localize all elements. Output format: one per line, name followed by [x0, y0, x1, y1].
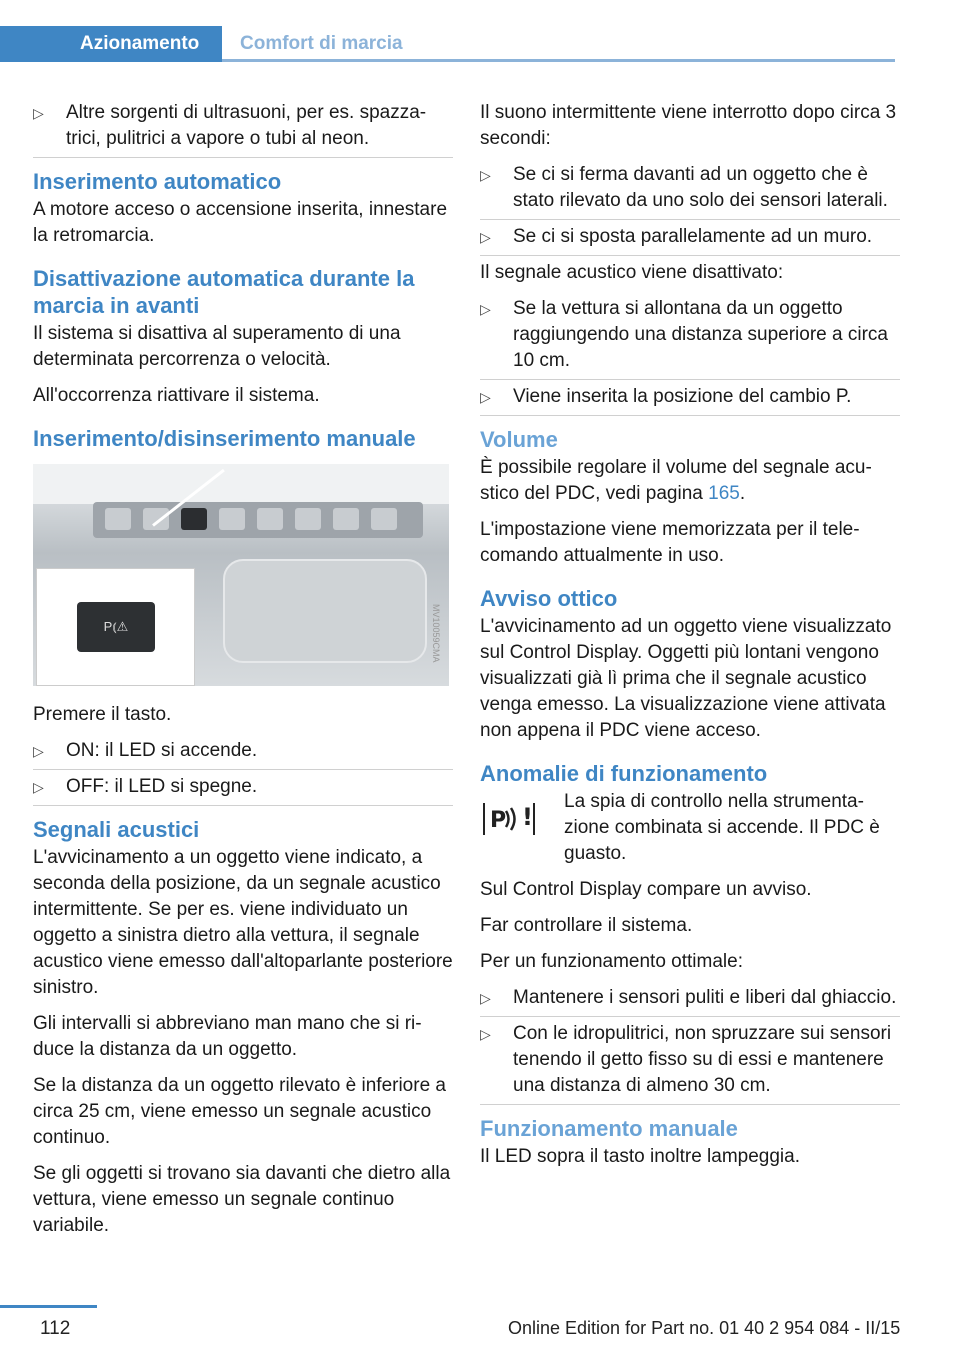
section-anomalie — [480, 760, 900, 1099]
bullet-list — [33, 738, 453, 800]
edition-footer: Online Edition for Part no. 01 40 2 954 084 - II/15 — [508, 1318, 901, 1338]
list-item: ▷ Se la vettura si allontana da un oggetto raggiungendo una distanza superiore a circa 10 cm. — [480, 296, 900, 374]
paragraph: L'avvicinamento ad un oggetto viene visualizzato sul Control Display. Oggetti più lontani vengono visualizzati già lì prima che il segnale acustico venga emesso. La visualizzazione viene attivata non appena il PDC viene acceso. — [480, 616, 892, 741]
section-segnali-acustici — [33, 816, 453, 1239]
list-item: ▷ Mantenere i sensori puliti e liberi dal ghiaccio. — [480, 985, 900, 1011]
svg-text:P: P — [490, 808, 507, 833]
triangle-bullet-icon: ▷ — [480, 229, 491, 245]
svg-text:!: ! — [522, 803, 533, 831]
bullet-list — [480, 162, 900, 250]
list-item: ▷ Viene inserita la posizione del cambio P. — [480, 384, 900, 410]
triangle-bullet-icon: ▷ — [480, 990, 491, 1006]
warning-block — [480, 789, 900, 867]
bullet-list — [480, 985, 900, 1099]
footer-rule — [0, 1305, 97, 1308]
paragraph: Gli intervalli si abbreviano man mano che si riduce la distanza da un oggetto. — [33, 1013, 422, 1060]
tab-azionamento[interactable]: Azionamento — [0, 26, 222, 62]
bullet-list — [33, 100, 453, 152]
right-column — [480, 100, 900, 1180]
paragraph: Il suono intermittente viene interrotto dopo circa 3 secondi: — [480, 102, 897, 149]
paragraph: Se gli oggetti si trovano sia davanti che dietro alla vettura, viene emesso un segnale continuo variabile. — [33, 1163, 451, 1236]
console-photo — [33, 464, 449, 686]
pdc-warning-icon — [480, 791, 538, 839]
paragraph: Far controllare il sistema. — [480, 915, 693, 936]
section-disattivazione — [33, 265, 453, 409]
section-title: Volume — [480, 427, 558, 452]
list-item: ▷ Se ci si sposta parallelamente ad un muro. — [480, 224, 900, 250]
tab-comfort-di-marcia[interactable]: Comfort di marcia — [240, 33, 403, 54]
section-funzionamento-manuale — [480, 1115, 900, 1170]
image-code: MV10059CMA — [431, 604, 441, 663]
paragraph: L'avvicinamento a un oggetto viene indicato, a seconda della posizione, da un segnale acustico intermittente. Se per es. viene individuato un oggetto a sinistra dietro alla vettura, il segnale acustico viene emesso dall'altoparlante posteriore sinistro. — [33, 847, 453, 998]
section-title: Disattivazione automatica durante la marcia in avanti — [33, 266, 415, 318]
section-title: Funzionamento manuale — [480, 1116, 738, 1141]
paragraph: Il segnale acustico viene disattivato: — [480, 262, 784, 283]
section-title: Inserimento/disinserimento manuale — [33, 426, 416, 451]
list-item: ▷ Se ci si ferma davanti ad un oggetto che è stato rilevato da uno solo dei sensori laterali. — [480, 162, 900, 214]
triangle-bullet-icon: ▷ — [480, 301, 491, 317]
paragraph: L'impostazione viene memorizzata per il telecomando attualmente in uso. — [480, 519, 860, 566]
paragraph: È possibile regolare il volume del segnale acustico del PDC, vedi pagina 165. — [480, 457, 872, 504]
paragraph: La spia di controllo nella strumentazione combinata si accende. Il PDC è guasto. — [564, 791, 880, 864]
button-detail-inset — [36, 568, 195, 686]
list-item: ▷ Altre sorgenti di ultrasuoni, per es. spazzatrici, pulitrici a vapore o tubi al neon. — [33, 100, 453, 152]
page-number: 112 — [40, 1318, 71, 1339]
paragraph: Per un funzionamento ottimale: — [480, 951, 743, 972]
paragraph: Se la distanza da un oggetto rilevato è inferiore a circa 25 cm, viene emesso un segnale acustico continuo. — [33, 1075, 446, 1148]
section-avviso-ottico — [480, 585, 900, 744]
page-header — [0, 0, 895, 62]
section-manuale — [33, 425, 453, 800]
triangle-bullet-icon: ▷ — [33, 743, 44, 759]
triangle-bullet-icon: ▷ — [480, 1026, 491, 1042]
triangle-bullet-icon: ▷ — [33, 779, 44, 795]
triangle-bullet-icon: ▷ — [480, 167, 491, 183]
list-item: ▷ OFF: il LED si spegne. — [33, 774, 453, 800]
pdc-button-icon: P⦅⚠ — [77, 602, 155, 652]
left-column — [33, 100, 453, 1249]
triangle-bullet-icon: ▷ — [33, 105, 44, 121]
section-title: Inserimento automatico — [33, 169, 282, 194]
page-link[interactable]: 165 — [708, 483, 740, 504]
triangle-bullet-icon: ▷ — [480, 389, 491, 405]
section-title: Avviso ottico — [480, 586, 618, 611]
paragraph: A motore acceso o accensione inserita, innestare la retromarcia. — [33, 199, 448, 246]
bullet-list — [480, 296, 900, 410]
paragraph: All'occorrenza riattivare il sistema. — [33, 385, 320, 406]
paragraph: Premere il tasto. — [33, 704, 172, 725]
paragraph: Il LED sopra il tasto inoltre lampeggia. — [480, 1146, 800, 1167]
section-inserimento-automatico — [33, 168, 453, 249]
paragraph: Sul Control Display compare un avviso. — [480, 879, 812, 900]
list-item: ▷ ON: il LED si accende. — [33, 738, 453, 764]
list-item: ▷ Con le idropulitrici, non spruzzare sui sensori tenendo il getto fisso su di essi e mantenere una distanza di almeno 30 cm. — [480, 1021, 900, 1099]
section-volume — [480, 426, 900, 569]
section-title: Anomalie di funzionamento — [480, 761, 768, 786]
section-title: Segnali acustici — [33, 817, 200, 842]
header-rule — [222, 59, 895, 62]
paragraph: Il sistema si disattiva al superamento di una determinata percorrenza o velocità. — [33, 323, 401, 370]
